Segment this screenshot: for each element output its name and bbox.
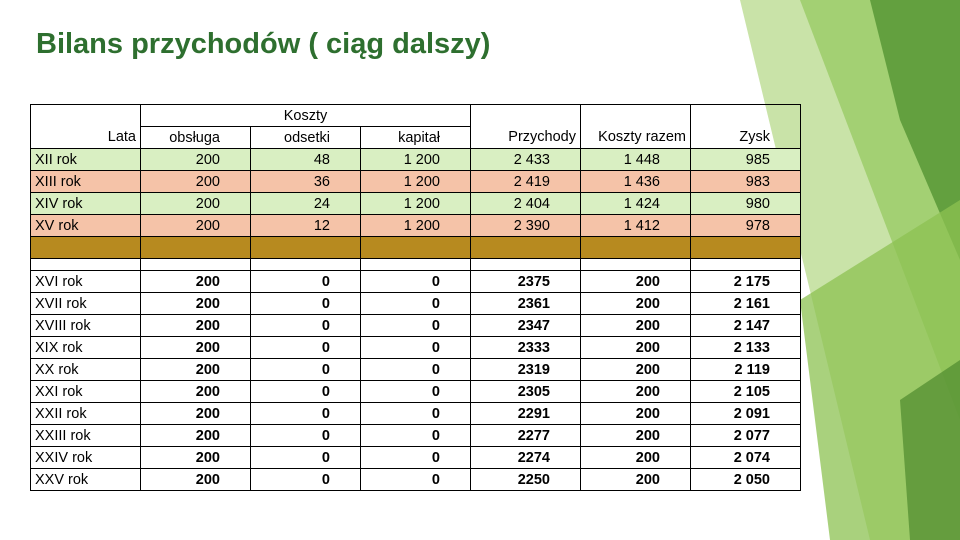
- header-cell-empty: [691, 105, 801, 127]
- table-body: [31, 105, 801, 491]
- cell-kapital: 0: [361, 447, 471, 469]
- cell-koszty-razem: 200: [581, 359, 691, 381]
- cell-kapital: 0: [361, 359, 471, 381]
- cell-odsetki: 0: [251, 381, 361, 403]
- table-row: [31, 447, 801, 469]
- cell-zysk: 2 050: [691, 469, 801, 491]
- cell-kapital: 1 200: [361, 171, 471, 193]
- cell-kapital: 0: [361, 271, 471, 293]
- cell-przychody: 2 390: [471, 215, 581, 237]
- cell-obsluga: 200: [141, 359, 251, 381]
- cell-zysk: 2 175: [691, 271, 801, 293]
- separator-cell: [141, 237, 251, 259]
- cell-lata: XV rok: [31, 215, 141, 237]
- cell-koszty-razem: 200: [581, 469, 691, 491]
- spacer-cell: [471, 259, 581, 271]
- cell-odsetki: 12: [251, 215, 361, 237]
- cell-obsluga: 200: [141, 381, 251, 403]
- separator-cell: [581, 237, 691, 259]
- cell-zysk: 978: [691, 215, 801, 237]
- cell-przychody: 2 419: [471, 171, 581, 193]
- header-cell-empty: [31, 105, 141, 127]
- cell-zysk: 2 147: [691, 315, 801, 337]
- cell-koszty-razem: 200: [581, 425, 691, 447]
- header-row-group: [31, 105, 801, 127]
- slide-title: Bilans przychodów ( ciąg dalszy): [36, 28, 491, 60]
- cell-kapital: 1 200: [361, 149, 471, 171]
- separator-cell: [361, 237, 471, 259]
- cell-zysk: 985: [691, 149, 801, 171]
- spacer-cell: [361, 259, 471, 271]
- cell-lata: XXIII rok: [31, 425, 141, 447]
- cell-odsetki: 36: [251, 171, 361, 193]
- cell-zysk: 2 091: [691, 403, 801, 425]
- header-cell-empty: [471, 105, 581, 127]
- cell-zysk: 2 077: [691, 425, 801, 447]
- cell-koszty-razem: 1 412: [581, 215, 691, 237]
- cell-obsluga: 200: [141, 447, 251, 469]
- cell-lata: XX rok: [31, 359, 141, 381]
- cell-lata: XIX rok: [31, 337, 141, 359]
- spacer-row: [31, 259, 801, 271]
- table-row: [31, 469, 801, 491]
- cell-zysk: 2 133: [691, 337, 801, 359]
- header-obsluga: obsługa: [141, 127, 251, 149]
- cell-odsetki: 48: [251, 149, 361, 171]
- table-row: [31, 337, 801, 359]
- cell-przychody: 2333: [471, 337, 581, 359]
- cell-odsetki: 0: [251, 425, 361, 447]
- cell-zysk: 983: [691, 171, 801, 193]
- cell-obsluga: 200: [141, 315, 251, 337]
- table-row: [31, 215, 801, 237]
- cell-przychody: 2305: [471, 381, 581, 403]
- cell-lata: XII rok: [31, 149, 141, 171]
- cell-kapital: 1 200: [361, 215, 471, 237]
- cell-obsluga: 200: [141, 469, 251, 491]
- cell-zysk: 2 119: [691, 359, 801, 381]
- cell-przychody: 2361: [471, 293, 581, 315]
- cell-koszty-razem: 200: [581, 381, 691, 403]
- spacer-cell: [31, 259, 141, 271]
- cell-obsluga: 200: [141, 337, 251, 359]
- cell-koszty-razem: 1 448: [581, 149, 691, 171]
- spacer-cell: [581, 259, 691, 271]
- cell-kapital: 0: [361, 403, 471, 425]
- cell-obsluga: 200: [141, 293, 251, 315]
- header-kapital: kapitał: [361, 127, 471, 149]
- cell-zysk: 2 161: [691, 293, 801, 315]
- table-row: [31, 171, 801, 193]
- table-row: [31, 293, 801, 315]
- cell-przychody: 2291: [471, 403, 581, 425]
- cell-koszty-razem: 1 424: [581, 193, 691, 215]
- table-row: [31, 149, 801, 171]
- cell-przychody: 2274: [471, 447, 581, 469]
- cell-zysk: 2 074: [691, 447, 801, 469]
- cell-zysk: 980: [691, 193, 801, 215]
- cell-kapital: 0: [361, 425, 471, 447]
- cell-obsluga: 200: [141, 149, 251, 171]
- bilans-table: [30, 104, 801, 491]
- cell-przychody: 2 433: [471, 149, 581, 171]
- cell-lata: XXII rok: [31, 403, 141, 425]
- cell-lata: XXI rok: [31, 381, 141, 403]
- cell-przychody: 2319: [471, 359, 581, 381]
- cell-odsetki: 0: [251, 315, 361, 337]
- cell-obsluga: 200: [141, 171, 251, 193]
- cell-kapital: 0: [361, 469, 471, 491]
- separator-cell: [31, 237, 141, 259]
- cell-koszty-razem: 200: [581, 403, 691, 425]
- cell-kapital: 0: [361, 315, 471, 337]
- spacer-cell: [141, 259, 251, 271]
- cell-lata: XIV rok: [31, 193, 141, 215]
- cell-koszty-razem: 200: [581, 447, 691, 469]
- cell-lata: XXV rok: [31, 469, 141, 491]
- header-przychody: Przychody: [471, 127, 581, 149]
- cell-przychody: 2 404: [471, 193, 581, 215]
- spacer-cell: [251, 259, 361, 271]
- cell-obsluga: 200: [141, 193, 251, 215]
- cell-lata: XXIV rok: [31, 447, 141, 469]
- cell-lata: XIII rok: [31, 171, 141, 193]
- separator-row: [31, 237, 801, 259]
- cell-lata: XVII rok: [31, 293, 141, 315]
- cell-kapital: 0: [361, 337, 471, 359]
- table-row: [31, 271, 801, 293]
- cell-przychody: 2250: [471, 469, 581, 491]
- cell-zysk: 2 105: [691, 381, 801, 403]
- cell-przychody: 2277: [471, 425, 581, 447]
- header-cell-empty: [581, 105, 691, 127]
- table-row: [31, 193, 801, 215]
- cell-odsetki: 0: [251, 469, 361, 491]
- cell-obsluga: 200: [141, 271, 251, 293]
- cell-obsluga: 200: [141, 215, 251, 237]
- cell-odsetki: 24: [251, 193, 361, 215]
- table-row: [31, 425, 801, 447]
- cell-koszty-razem: 200: [581, 315, 691, 337]
- header-zysk: Zysk: [691, 127, 801, 149]
- cell-odsetki: 0: [251, 359, 361, 381]
- separator-cell: [471, 237, 581, 259]
- cell-koszty-razem: 1 436: [581, 171, 691, 193]
- spacer-cell: [691, 259, 801, 271]
- header-row-columns: [31, 127, 801, 149]
- cell-kapital: 0: [361, 381, 471, 403]
- cell-koszty-razem: 200: [581, 271, 691, 293]
- cell-kapital: 0: [361, 293, 471, 315]
- cell-lata: XVI rok: [31, 271, 141, 293]
- cell-odsetki: 0: [251, 271, 361, 293]
- cell-odsetki: 0: [251, 447, 361, 469]
- cell-obsluga: 200: [141, 403, 251, 425]
- cell-kapital: 1 200: [361, 193, 471, 215]
- cell-lata: XVIII rok: [31, 315, 141, 337]
- table-row: [31, 315, 801, 337]
- table-row: [31, 381, 801, 403]
- cell-obsluga: 200: [141, 425, 251, 447]
- header-odsetki: odsetki: [251, 127, 361, 149]
- cell-przychody: 2375: [471, 271, 581, 293]
- separator-cell: [691, 237, 801, 259]
- header-lata: Lata: [31, 127, 141, 149]
- cell-odsetki: 0: [251, 337, 361, 359]
- cell-przychody: 2347: [471, 315, 581, 337]
- header-koszty-razem: Koszty razem: [581, 127, 691, 149]
- table-row: [31, 359, 801, 381]
- cell-odsetki: 0: [251, 403, 361, 425]
- cell-odsetki: 0: [251, 293, 361, 315]
- cell-koszty-razem: 200: [581, 293, 691, 315]
- separator-cell: [251, 237, 361, 259]
- table-row: [31, 403, 801, 425]
- header-koszty: Koszty: [141, 105, 471, 127]
- cell-koszty-razem: 200: [581, 337, 691, 359]
